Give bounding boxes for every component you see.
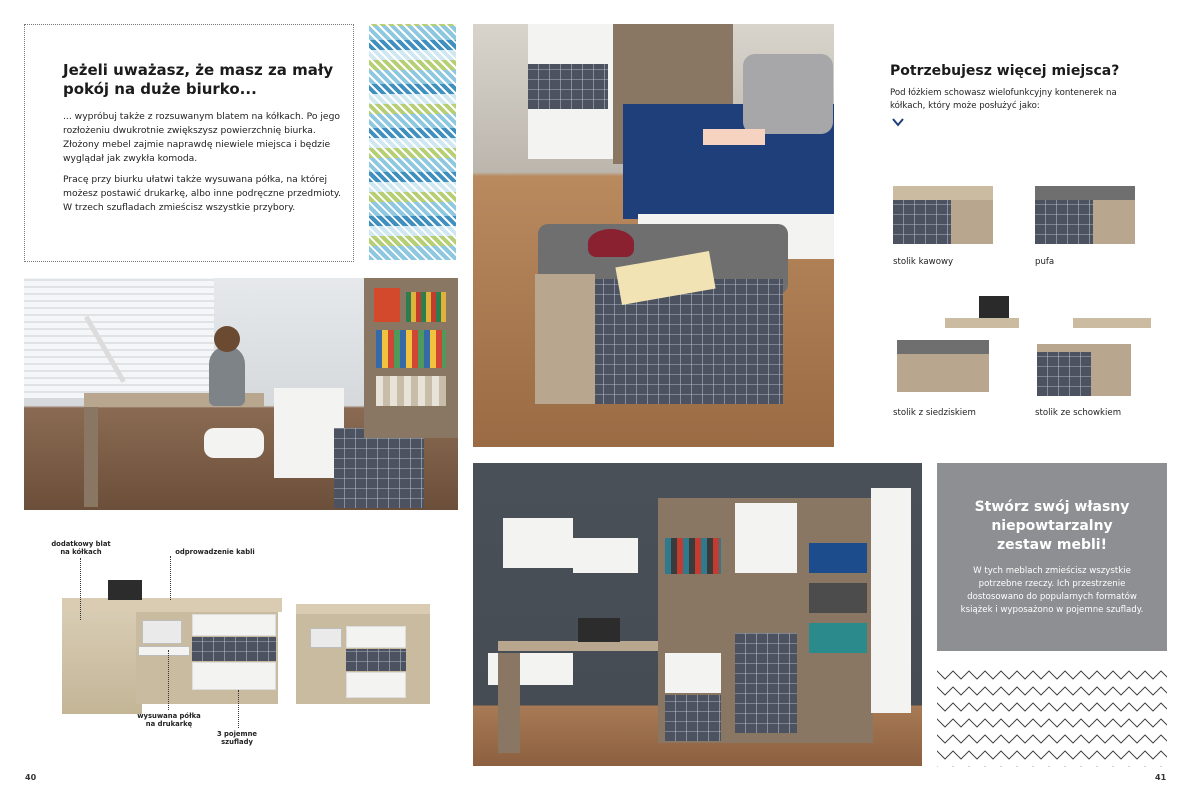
book	[376, 330, 446, 368]
book	[406, 292, 446, 322]
annotation-cable-bar: odprowadzenie kabli	[175, 548, 255, 556]
drawer-top	[346, 626, 406, 648]
page-number-left: 40	[25, 773, 37, 782]
wardrobe-door	[871, 488, 911, 713]
variant-caption-table-with-storage: stolik ze schowkiem	[1035, 408, 1122, 418]
intro-title: Jeżeli uważasz, że masz za mały pokój na duże biurko...	[63, 61, 334, 98]
cabinet-door	[735, 503, 797, 573]
lifted-top	[945, 318, 1019, 328]
pillow	[743, 54, 833, 134]
variant-caption-table-with-seat: stolik z siedziskiem	[893, 408, 976, 418]
clothes	[809, 583, 867, 613]
cushion	[897, 340, 989, 354]
book	[376, 376, 446, 406]
circuit-drawer	[528, 64, 608, 109]
desk-leg	[498, 653, 520, 753]
lifted-top	[1073, 318, 1151, 328]
circuit-drawer	[334, 428, 424, 508]
cap	[588, 229, 634, 257]
cabinet-circuit	[735, 633, 797, 733]
callout-text: W tych meblach zmieścisz wszystkie potrzebne rzeczy. Ich przestrzenie dostosowano do popularnych formatów książek i wyposażono w pojemne szuflady.	[960, 566, 1144, 615]
intro-paragraph-2: Pracę przy biurku ułatwi także wysuwana półka, na której możesz postawić drukarkę, albo inne podręczne przedmioty. W trzech szufladach zmieścisz wszystkie przybory.	[63, 174, 341, 213]
variant-caption-coffee-table: stolik kawowy	[893, 257, 954, 267]
annotation-leader	[168, 650, 169, 710]
book	[374, 288, 400, 322]
variant-table-with-seat	[893, 292, 1019, 392]
wall-shelf	[503, 518, 573, 568]
boy	[209, 346, 245, 406]
annotation-leader	[80, 558, 81, 620]
open-wardrobe	[803, 498, 873, 743]
cushion	[1035, 186, 1135, 200]
storage-title: Potrzebujesz więcej miejsca?	[890, 63, 1120, 79]
variant-table-with-storage	[1037, 318, 1151, 396]
drawer-top	[665, 653, 721, 693]
boy-head	[214, 326, 240, 352]
container-front	[1037, 352, 1091, 396]
chevron-down-icon	[892, 118, 904, 127]
storage-description: Pod łóżkiem schowasz wielofunkcyjny kontenerek na kółkach, który może posłużyć jako:	[890, 88, 1117, 111]
printer	[310, 628, 342, 648]
page-number-right: 41	[1155, 773, 1167, 782]
annotation-drawers: 3 pojemne szuflady	[216, 730, 258, 746]
table-top	[893, 186, 993, 200]
annotation-leader	[238, 690, 239, 728]
container-side	[1093, 200, 1135, 244]
desk-leg	[84, 407, 98, 507]
drawer-circuit	[346, 649, 406, 671]
extendable-desk-leg	[62, 610, 142, 714]
container-front	[893, 200, 951, 244]
intro-text-box	[24, 24, 354, 262]
white-chair	[204, 428, 264, 458]
variant-caption-pouffe: pufa	[1035, 257, 1055, 267]
zigzag-pattern-decoration	[937, 667, 1167, 767]
drawer-top	[192, 614, 276, 636]
variant-pouffe	[1035, 186, 1135, 244]
desk-top	[498, 641, 663, 651]
chevron-pattern-decoration	[369, 24, 456, 260]
printer	[142, 620, 182, 644]
annotation-extra-top: dodatkowy blat na kółkach	[51, 540, 111, 556]
intro-paragraph-1: ... wypróbuj także z rozsuwanym blatem na kółkach. Po jego rozłożeniu dwukrotnie zwiększysz powierzchnię biurka. Złożony mebel zajmie naprawdę niewiele miejsca i będzie wyglądał jak zwykła komoda.	[63, 111, 341, 164]
laptop	[979, 296, 1009, 318]
container-side	[951, 200, 993, 244]
drawer-circuit	[665, 695, 721, 741]
container-body	[897, 354, 989, 392]
photo-pouffe-under-bed	[473, 24, 834, 447]
wall-shelf	[573, 538, 638, 573]
drawer-bottom	[346, 672, 406, 698]
photo-boy-at-desk	[24, 278, 458, 510]
variant-coffee-table	[893, 186, 993, 244]
callout-title: Stwórz swój własny niepowtarzalny zestaw mebli!	[974, 499, 1130, 553]
clothes	[809, 543, 867, 573]
clothes	[809, 623, 867, 653]
container-front	[1035, 200, 1093, 244]
laptop	[108, 580, 142, 600]
annotation-printer-shelf: wysuwana półka na drukarkę	[137, 712, 201, 728]
printer-shelf	[138, 646, 190, 656]
closed-desk-top	[296, 604, 430, 614]
pouffe-side	[535, 274, 595, 404]
desk-product-top	[62, 598, 282, 612]
laptop	[578, 618, 620, 642]
books	[665, 538, 721, 574]
photo-furniture-set	[473, 463, 922, 766]
magazine	[703, 129, 765, 145]
annotation-leader	[170, 556, 171, 600]
drawer-circuit	[192, 637, 276, 661]
callout-box	[937, 463, 1167, 651]
drawer-bottom	[192, 662, 276, 690]
